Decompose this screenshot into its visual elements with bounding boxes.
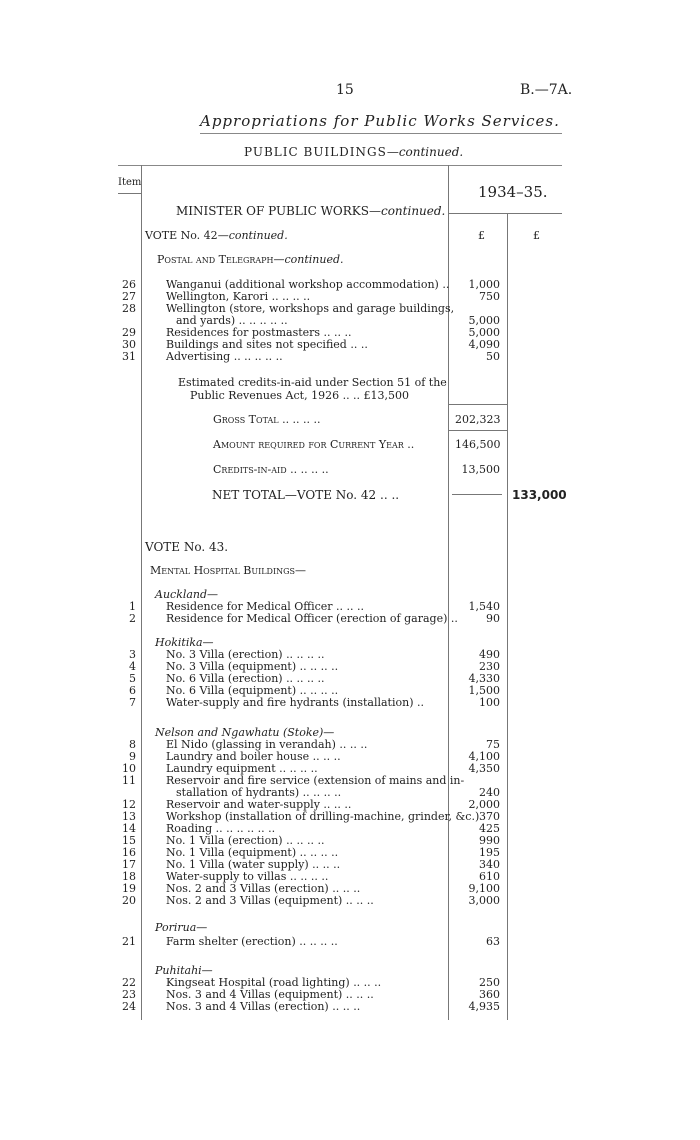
item-description: No. 1 Villa (water supply) .. .. .. bbox=[166, 858, 341, 871]
item-description: stallation of hydrants) .. .. .. .. bbox=[176, 786, 342, 799]
credits-note-line1: Estimated credits-in-aid under Section 51 of the bbox=[178, 376, 447, 389]
item-description: No. 3 Villa (erection) .. .. .. .. bbox=[166, 648, 325, 661]
item-description: Buildings and sites not specified .. .. bbox=[166, 338, 368, 351]
item-amount: 4,935 bbox=[468, 1000, 500, 1013]
item-amount: 360 bbox=[479, 988, 500, 1001]
item-description: Workshop (installation of drilling-machine, grinder, &c.) bbox=[166, 810, 480, 823]
mental-hospital-heading: Mental Hospital Buildings— bbox=[150, 564, 306, 577]
postal-section-heading bbox=[157, 253, 344, 266]
table-row bbox=[0, 894, 700, 908]
vote42-label bbox=[145, 229, 288, 242]
ministry-continued: —continued. bbox=[368, 204, 446, 218]
item-amount: 63 bbox=[486, 935, 500, 948]
item-number: 24 bbox=[122, 1000, 136, 1013]
postal-section-main: Postal and Telegraph bbox=[157, 253, 274, 266]
table-row bbox=[0, 612, 700, 626]
item-amount: 3,000 bbox=[468, 894, 500, 907]
item-description: Laundry and boiler house .. .. .. bbox=[166, 750, 341, 763]
vote42-main: VOTE No. 42 bbox=[145, 229, 218, 242]
item-amount: 425 bbox=[479, 822, 500, 835]
page-subtitle bbox=[244, 145, 463, 159]
item-number: 22 bbox=[122, 976, 136, 989]
item-description: Residence for Medical Officer .. .. .. bbox=[166, 600, 365, 613]
item-number: 13 bbox=[122, 810, 136, 823]
item-number: 4 bbox=[129, 660, 136, 673]
location-heading: Porirua— bbox=[155, 921, 208, 934]
item-description: El Nido (glassing in verandah) .. .. .. bbox=[166, 738, 368, 751]
item-number: 20 bbox=[122, 894, 136, 907]
item-description: Farm shelter (erection) .. .. .. .. bbox=[166, 935, 338, 948]
item-number: 17 bbox=[122, 858, 136, 871]
gross-top-rule bbox=[448, 404, 507, 405]
item-amount: 90 bbox=[486, 612, 500, 625]
document-reference: B.—7A. bbox=[520, 82, 573, 98]
item-number: 9 bbox=[129, 750, 136, 763]
item-number: 12 bbox=[122, 798, 136, 811]
item-description: No. 1 Villa (erection) .. .. .. .. bbox=[166, 834, 325, 847]
item-number: 23 bbox=[122, 988, 136, 1001]
item-number: 7 bbox=[129, 696, 136, 709]
item-amount: 1,540 bbox=[468, 600, 500, 613]
item-amount: 5,000 bbox=[468, 314, 500, 327]
item-amount: 2,000 bbox=[468, 798, 500, 811]
item-description: No. 3 Villa (equipment) .. .. .. .. bbox=[166, 660, 339, 673]
item-description: Reservoir and fire service (extension of mains and in- bbox=[166, 774, 465, 787]
item-amount: 610 bbox=[479, 870, 500, 883]
item-description: Advertising .. .. .. .. .. bbox=[166, 350, 283, 363]
net-total-label: NET TOTAL—VOTE No. 42 .. .. bbox=[212, 488, 400, 502]
item-number: 2 bbox=[129, 612, 136, 625]
net-total-value: 133,000 bbox=[512, 488, 567, 502]
item-number: 28 bbox=[122, 302, 136, 315]
ministry-heading bbox=[176, 204, 445, 218]
item-amount: 195 bbox=[479, 846, 500, 859]
item-amount: 75 bbox=[486, 738, 500, 751]
item-amount: 240 bbox=[479, 786, 500, 799]
item-number: 3 bbox=[129, 648, 136, 661]
item-description: Residences for postmasters .. .. .. bbox=[166, 326, 352, 339]
item-number: 14 bbox=[122, 822, 136, 835]
item-amount: 50 bbox=[486, 350, 500, 363]
item-number: 16 bbox=[122, 846, 136, 859]
table-top-rule bbox=[118, 165, 562, 166]
item-number: 5 bbox=[129, 672, 136, 685]
item-description: No. 6 Villa (equipment) .. .. .. .. bbox=[166, 684, 339, 697]
subtitle-continued: —continued. bbox=[386, 145, 464, 159]
location-heading: Nelson and Ngawhatu (Stoke)— bbox=[155, 726, 335, 739]
item-description: Roading .. .. .. .. .. .. bbox=[166, 822, 276, 835]
location-heading: Auckland— bbox=[155, 588, 219, 601]
item-number: 21 bbox=[122, 935, 136, 948]
item-number: 19 bbox=[122, 882, 136, 895]
item-number: 31 bbox=[122, 350, 136, 363]
item-description: Nos. 3 and 4 Villas (erection) .. .. .. bbox=[166, 1000, 361, 1013]
item-amount: 490 bbox=[479, 648, 500, 661]
item-description: Laundry equipment .. .. .. .. bbox=[166, 762, 318, 775]
item-description: Residence for Medical Officer (erection of garage) .. bbox=[166, 612, 458, 625]
item-number: 26 bbox=[122, 278, 136, 291]
item-number: 6 bbox=[129, 684, 136, 697]
item-number: 29 bbox=[122, 326, 136, 339]
location-heading: Puhitahi— bbox=[155, 964, 213, 977]
item-amount: 990 bbox=[479, 834, 500, 847]
item-amount: 340 bbox=[479, 858, 500, 871]
vote43-label: VOTE No. 43. bbox=[145, 540, 229, 554]
item-number: 15 bbox=[122, 834, 136, 847]
item-description: Water-supply to villas .. .. .. .. bbox=[166, 870, 329, 883]
item-description: No. 1 Villa (equipment) .. .. .. .. bbox=[166, 846, 339, 859]
pound-sign-col2: £ bbox=[533, 229, 540, 242]
credits-in-aid-value: 13,500 bbox=[461, 463, 500, 476]
table-row bbox=[0, 935, 700, 949]
item-description: Wellington (store, workshops and garage buildings, bbox=[166, 302, 455, 315]
item-description: Wanganui (additional workshop accommodation) .. bbox=[166, 278, 450, 291]
item-amount: 1,000 bbox=[468, 278, 500, 291]
item-description: Wellington, Karori .. .. .. .. bbox=[166, 290, 311, 303]
item-number: 30 bbox=[122, 338, 136, 351]
item-number: 8 bbox=[129, 738, 136, 751]
item-description: Nos. 3 and 4 Villas (equipment) .. .. .. bbox=[166, 988, 374, 1001]
credits-in-aid-label: Credits-in-aid .. .. .. .. bbox=[213, 463, 329, 476]
item-description: Reservoir and water-supply .. .. .. bbox=[166, 798, 352, 811]
item-number: 11 bbox=[122, 774, 136, 787]
required-label: Amount required for Current Year .. bbox=[213, 438, 415, 451]
subtitle-main: PUBLIC BUILDINGS bbox=[244, 145, 387, 159]
item-description: and yards) .. .. .. .. .. bbox=[176, 314, 288, 327]
item-header-rule bbox=[118, 193, 141, 194]
item-amount: 1,500 bbox=[468, 684, 500, 697]
net-total-rule bbox=[452, 494, 502, 495]
item-number: 10 bbox=[122, 762, 136, 775]
credits-note-line2: Public Revenues Act, 1926 .. .. £13,500 bbox=[190, 389, 410, 402]
item-column-header: Item bbox=[118, 177, 142, 188]
required-value: 146,500 bbox=[455, 438, 501, 451]
postal-section-continued: —continued. bbox=[273, 253, 344, 266]
item-number: 1 bbox=[129, 600, 136, 613]
pound-sign-col1: £ bbox=[478, 229, 485, 242]
item-amount: 4,350 bbox=[468, 762, 500, 775]
page-title: Appropriations for Public Works Services. bbox=[200, 112, 560, 130]
item-amount: 250 bbox=[479, 976, 500, 989]
table-row bbox=[0, 1000, 700, 1014]
item-amount: 4,090 bbox=[468, 338, 500, 351]
table-row bbox=[0, 350, 700, 364]
page-number: 15 bbox=[336, 82, 354, 98]
year-header-rule bbox=[448, 213, 562, 214]
ministry-main: MINISTER OF PUBLIC WORKS bbox=[176, 204, 369, 218]
table-row bbox=[0, 696, 700, 710]
item-amount: 370 bbox=[479, 810, 500, 823]
item-description: Kingseat Hospital (road lighting) .. .. .. bbox=[166, 976, 382, 989]
location-heading: Hokitika— bbox=[155, 636, 214, 649]
item-amount: 4,100 bbox=[468, 750, 500, 763]
title-rule bbox=[200, 133, 562, 134]
gross-total-label: Gross Total .. .. .. .. bbox=[213, 413, 321, 426]
item-amount: 230 bbox=[479, 660, 500, 673]
item-description: Nos. 2 and 3 Villas (erection) .. .. .. bbox=[166, 882, 361, 895]
vote42-continued: —continued. bbox=[217, 229, 288, 242]
item-number: 18 bbox=[122, 870, 136, 883]
item-description: No. 6 Villa (erection) .. .. .. .. bbox=[166, 672, 325, 685]
gross-bottom-rule bbox=[448, 430, 507, 431]
item-amount: 4,330 bbox=[468, 672, 500, 685]
item-amount: 5,000 bbox=[468, 326, 500, 339]
item-description: Nos. 2 and 3 Villas (equipment) .. .. .. bbox=[166, 894, 374, 907]
year-column-header: 1934–35. bbox=[478, 183, 548, 201]
item-number: 27 bbox=[122, 290, 136, 303]
item-amount: 9,100 bbox=[468, 882, 500, 895]
item-amount: 100 bbox=[479, 696, 500, 709]
gross-total-value: 202,323 bbox=[455, 413, 501, 426]
item-description: Water-supply and fire hydrants (installation) .. bbox=[166, 696, 424, 709]
item-amount: 750 bbox=[479, 290, 500, 303]
